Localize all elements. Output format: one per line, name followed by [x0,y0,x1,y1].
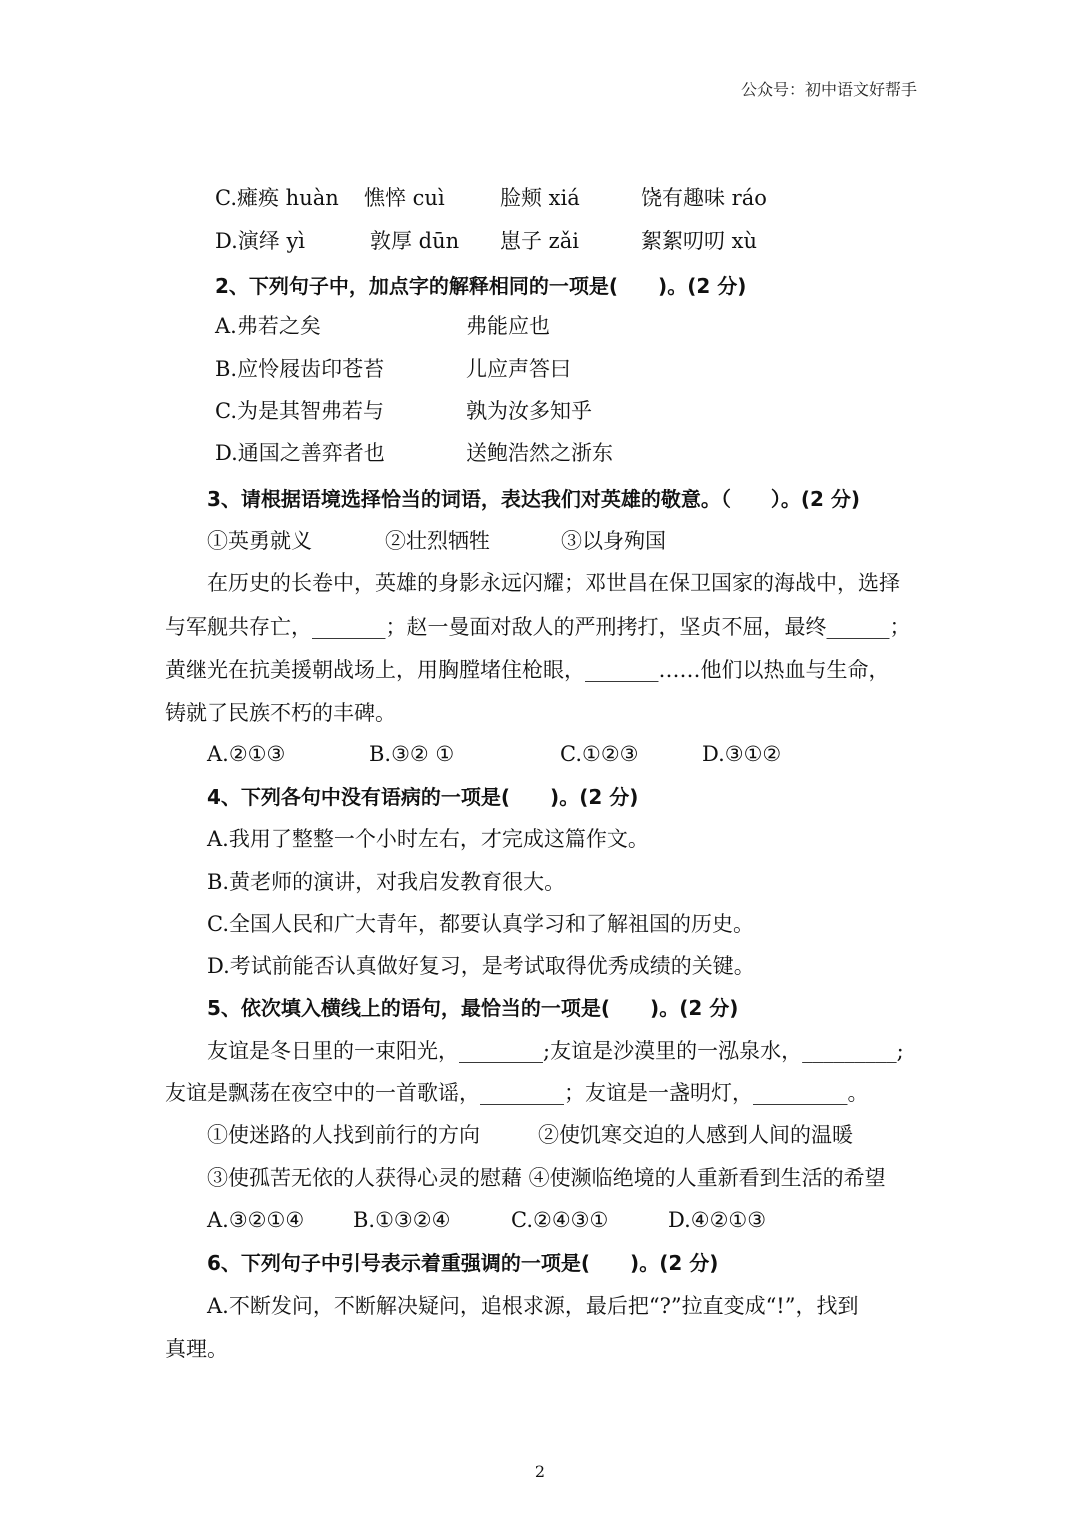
q5-passage-line-2: 友谊是飘荡在夜空中的一首歌谣，________；友谊是一盏明灯，_________。 [165,1081,869,1105]
q1-option-d-2: 敦厚 dūn [370,229,460,253]
q3-answer-b: B.③② ① [369,742,455,766]
q4-option-a: A.我用了整整一个小时左右，才完成这篇作文。 [207,827,649,851]
q2-b-left: B.应怜屐齿印苍苔 [215,357,385,381]
q3-answer-d: D.③①② [702,742,782,766]
q3-passage-line-2: 与军舰共存亡，_______；赵一曼面对敌人的严刑拷打，坚贞不屈，最终______； [165,615,911,639]
page-number: 2 [534,1462,546,1481]
q4-title: 4、下列各句中没有语病的一项是( )。(2 分) [207,785,639,809]
q6-option-a-line-1: A.不断发问，不断解决疑问，追根求源，最后把“?”拉直变成“!”，找到 [207,1294,859,1318]
q6-option-a-line-2: 真理。 [165,1337,228,1361]
q5-passage-line-1: 友谊是冬日里的一束阳光，________;友谊是沙漠里的一泓泉水，_________; [207,1039,904,1063]
q3-passage-line-3: 黄继光在抗美援朝战场上，用胸膛堵住枪眼，_______……他们以热血与生命， [165,658,890,682]
q4-option-c: C.全国人民和广大青年，都要认真学习和了解祖国的历史。 [207,912,754,936]
q1-option-c-3: 脸颊 xiá [500,186,580,210]
q3-passage-line-1: 在历史的长卷中，英雄的身影永远闪耀；邓世昌在保卫国家的海战中，选择 [207,571,900,595]
q2-c-right: 孰为汝多知乎 [466,399,592,423]
q5-sentence-2: ②使饥寒交迫的人感到人间的温暖 [538,1123,853,1147]
q1-option-d-4: 絮絮叨叨 xù [641,229,758,253]
q1-option-c-4: 饶有趣味 ráo [641,186,767,210]
q1-option-d-3: 崽子 zǎi [500,229,579,253]
q5-sentence-1: ①使迷路的人找到前行的方向 [207,1123,480,1147]
q5-answer-d: D.④②①③ [668,1208,767,1232]
q5-answer-a: A.③②①④ [207,1208,305,1232]
q1-option-d-1: D.演绎 yì [215,229,306,253]
q5-sentence-3-4: ③使孤苦无依的人获得心灵的慰藉 ④使濒临绝境的人重新看到生活的希望 [207,1166,886,1190]
page-header: 公众号：初中语文好帮手 [740,80,917,99]
q2-d-left: D.通国之善弈者也 [215,441,385,465]
q3-answer-c: C.①②③ [560,742,639,766]
q2-a-left: A.弗若之矣 [215,314,321,338]
q2-b-right: 儿应声答曰 [466,357,571,381]
q4-option-b: B.黄老师的演讲，对我启发教育很大。 [207,870,566,894]
q3-choice-3: ③以身殉国 [561,529,666,553]
q3-choice-1: ①英勇就义 [207,529,312,553]
q4-option-d: D.考试前能否认真做好复习，是考试取得优秀成绩的关键。 [207,954,755,978]
q5-answer-c: C.②④③① [511,1208,609,1232]
q1-option-c-2: 憔悴 cuì [364,186,445,210]
q6-title: 6、下列句子中引号表示着重强调的一项是( )。(2 分) [207,1251,719,1275]
q5-title: 5、依次填入横线上的语句，最恰当的一项是( )。(2 分) [207,996,739,1020]
q3-passage-line-4: 铸就了民族不朽的丰碑。 [165,701,396,725]
q2-title: 2、下列句子中，加点字的解释相同的一项是( )。(2 分) [215,274,747,298]
q3-title: 3、请根据语境选择恰当的词语，表达我们对英雄的敬意。（ ）。(2 分) [207,487,861,511]
q2-a-right: 弗能应也 [466,314,550,338]
q3-choice-2: ②壮烈牺牲 [385,529,490,553]
q1-option-c-1: C.瘫痪 huàn [215,186,339,210]
q5-answer-b: B.①③②④ [353,1208,451,1232]
q3-answer-a: A.②①③ [207,742,286,766]
q2-c-left: C.为是其智弗若与 [215,399,384,423]
q2-d-right: 送鲍浩然之浙东 [466,441,613,465]
